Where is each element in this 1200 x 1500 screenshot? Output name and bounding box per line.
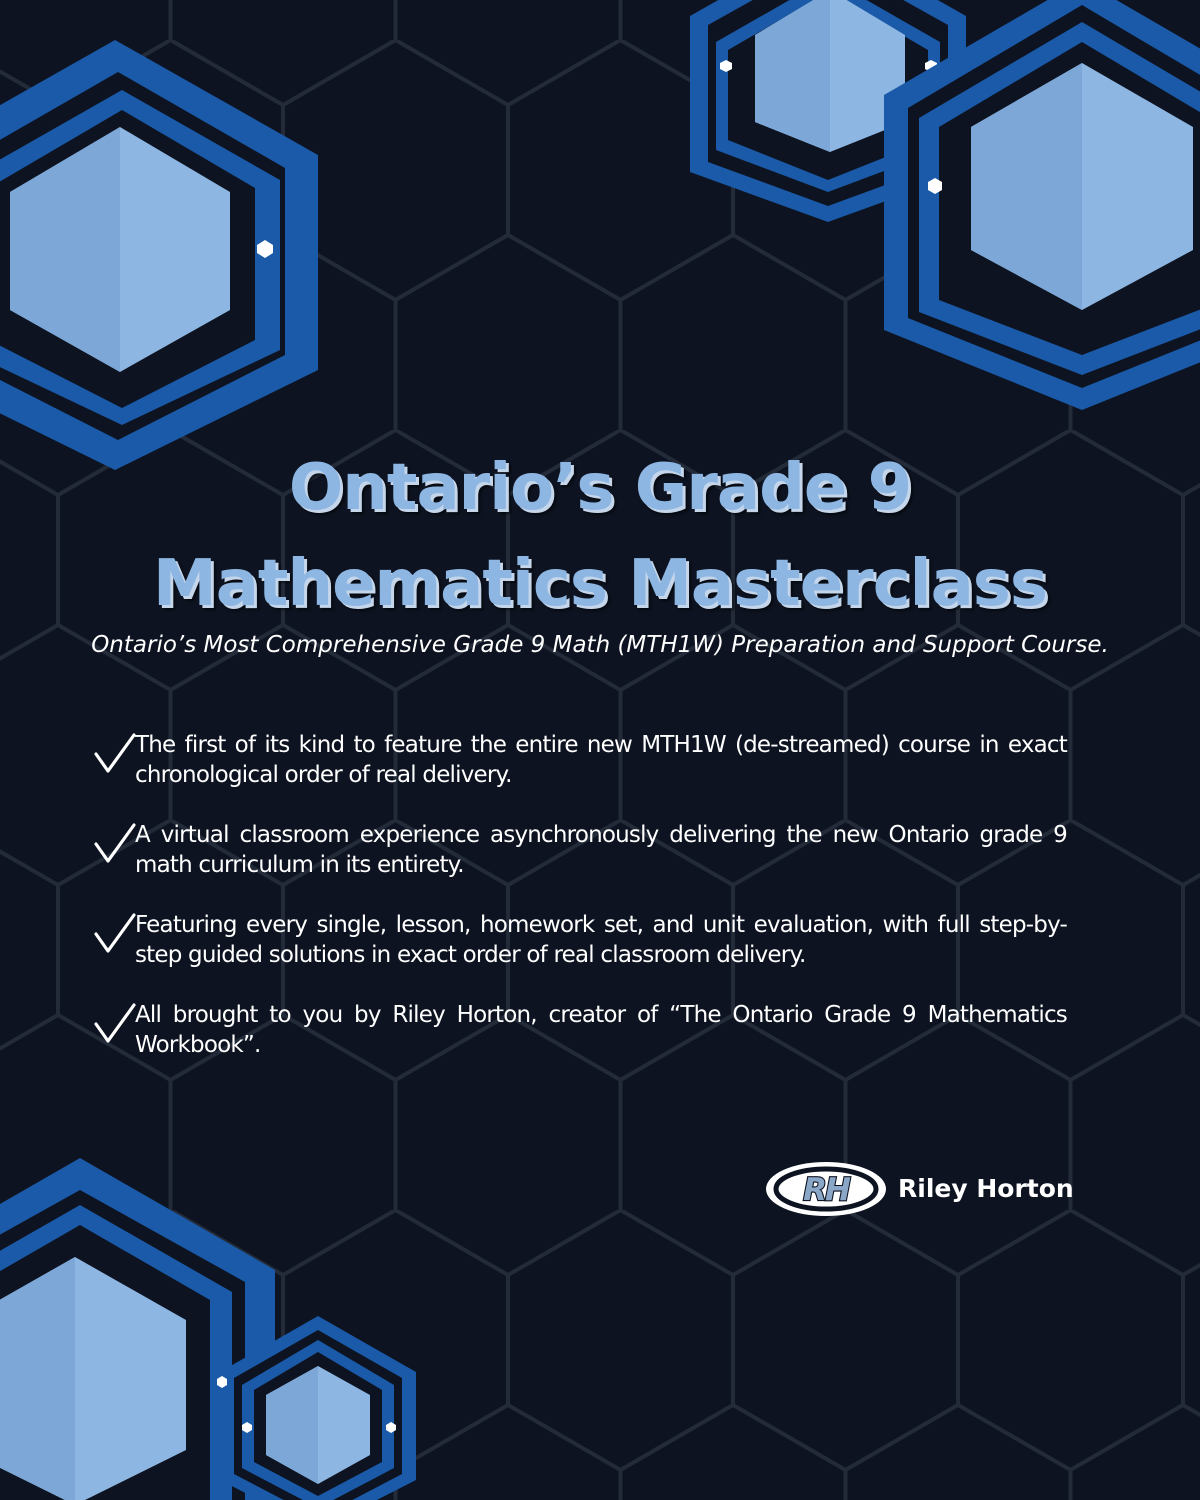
logo-text: RH [803,1172,849,1208]
checkmark-icon [92,1002,138,1046]
feature-text: A virtual classroom experience asynchronously delivering the new Ontario grade 9 math curriculum in its entirety. [135,822,1067,878]
brand-name: Riley Horton [898,1174,1074,1203]
feature-item [92,730,1072,820]
page-title [0,440,1200,632]
feature-text: All brought to you by Riley Horton, creator of “The Ontario Grade 9 Mathematics Workbook”. [135,1002,1067,1058]
feature-item [92,820,1072,910]
feature-item [92,910,1072,1000]
feature-text: Featuring every single, lesson, homework set, and unit evaluation, with full step-by-step guided solutions in exact order of real classroom delivery. [135,912,1067,968]
checkmark-icon [92,732,138,776]
title-line-1: Ontario’s Grade 9 [288,451,912,525]
feature-item [92,1000,1072,1090]
rh-logo [765,1161,887,1217]
subtitle: Ontario’s Most Comprehensive Grade 9 Math (MTH1W) Preparation and Support Course. [91,632,1109,658]
feature-text: The first of its kind to feature the entire new MTH1W (de-streamed) course in exact chronological order of real delivery. [135,732,1067,788]
checkmark-icon [92,822,138,866]
checkmark-icon [92,912,138,956]
title-line-2: Mathematics Masterclass [153,547,1047,621]
feature-list [92,730,1072,1090]
brand [765,1160,1085,1220]
